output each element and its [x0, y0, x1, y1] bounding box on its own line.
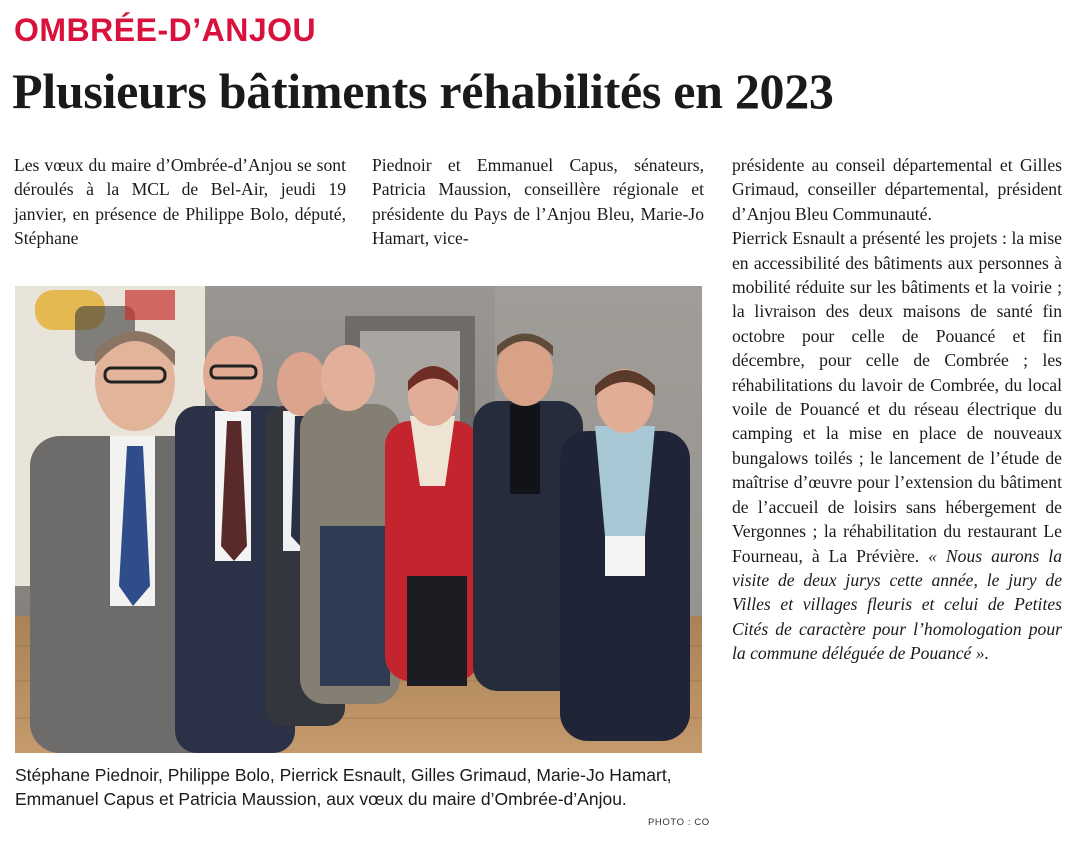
- article-column-2: [372, 153, 704, 251]
- paragraph-intro: Les vœux du maire d’Ombrée-d’Anjou se sont déroulés à la MCL de Bel-Air, jeudi 19 janvier, en présence de Philippe Bolo, député, Stéphane: [14, 155, 346, 249]
- section-kicker: OMBRÉE-D’ANJOU: [14, 12, 317, 48]
- mayor-quote: « Nous aurons la visite de deux jurys cette année, le jury de Villes et villages fleuris et celui de Petites Cités de caractère pour l’homologation pour la commune déléguée de Pouancé ».: [732, 545, 1062, 664]
- projects-text: Pierrick Esnault a présenté les projets : la mise en accessibilité des bâtiments aux personnes à mobilité réduite sur les bâtiments et la voirie ; la livraison des deux maisons de santé fin octobre pour celle de Pouancé et fin décembre, pour celle de Combrée ; les réhabilitations du lavoir de Combrée, du local voile de Pouancé et du réseau électrique du camping et la mise en place de nouveaux bungalows toilés ; le lancement de l’étude de maîtrise d’œuvre pour l’extension du bâtiment de l’accueil de loisirs sans hébergement de Vergonnes ; la réhabilitation du restaurant Le Fourneau, à La Prévière.: [732, 228, 1062, 566]
- article-column-3: [732, 153, 1062, 666]
- paragraph-intro-end: présidente au conseil départemental et Gilles Grimaud, conseiller départemental, président d’Anjou Bleu Communauté.: [732, 155, 1062, 224]
- group-photo: [15, 286, 702, 753]
- article-column-1: [14, 153, 346, 251]
- paragraph-intro-cont: Piednoir et Emmanuel Capus, sénateurs, Patricia Maussion, conseillère régionale et présidente du Pays de l’Anjou Bleu, Marie-Jo Hamart, vice-: [372, 155, 704, 249]
- photo-caption: Stéphane Piednoir, Philippe Bolo, Pierrick Esnault, Gilles Grimaud, Marie-Jo Hamart, Emmanuel Capus et Patricia Maussion, aux vœux du maire d’Ombrée-d’Anjou.: [15, 765, 672, 809]
- group-photo-illustration: [15, 286, 702, 753]
- headline: Plusieurs bâtiments réhabilités en 2023: [12, 63, 834, 119]
- photo-credit: PHOTO : CO: [648, 817, 710, 828]
- paragraph-projects: [732, 226, 1062, 665]
